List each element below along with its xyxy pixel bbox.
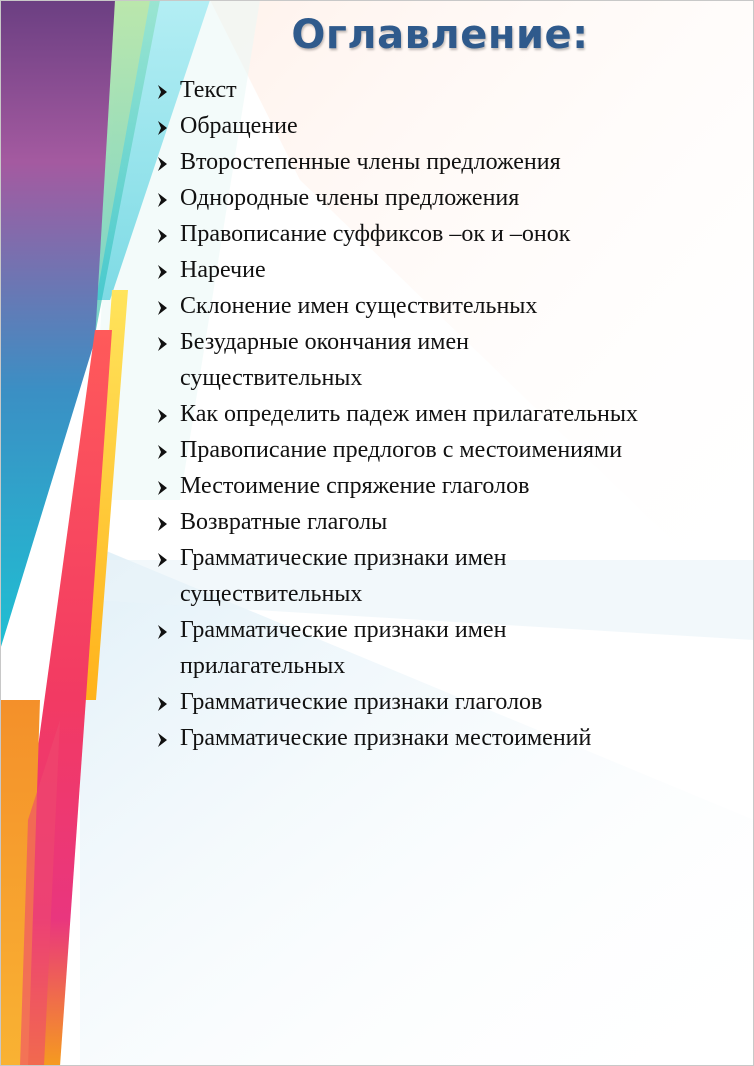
arrow-bullet-icon: [155, 108, 173, 144]
toc-item-label: Обращение: [180, 113, 298, 139]
toc-item-label: Местоимение спряжение глаголов: [180, 473, 530, 499]
toc-item-label: Грамматические признаки имен: [180, 617, 507, 643]
toc-item: [155, 396, 735, 432]
toc-item-label: существительных: [180, 581, 363, 607]
toc-item-label: Второстепенные члены предложения: [180, 149, 561, 175]
arrow-bullet-icon: [155, 720, 173, 756]
toc-item-label: Текст: [180, 77, 237, 103]
toc-item-label: Грамматические признаки глаголов: [180, 689, 543, 715]
toc-item: [155, 324, 735, 396]
toc-item-label: Наречие: [180, 257, 266, 283]
toc-item-label: существительных: [180, 365, 363, 391]
toc-item: [155, 144, 735, 180]
toc-item-label: прилагательных: [180, 653, 346, 679]
toc-item-label: Безударные окончания имен: [180, 329, 469, 355]
toc-item: [155, 180, 735, 216]
arrow-bullet-icon: [155, 540, 173, 576]
toc-item-label: Однородные члены предложения: [180, 185, 520, 211]
toc-item: [155, 612, 735, 684]
toc-item: [155, 468, 735, 504]
toc-item: [155, 504, 735, 540]
arrow-bullet-icon: [155, 432, 173, 468]
toc-item: [155, 720, 735, 756]
toc-item-label: Правописание суффиксов –ок и –онок: [180, 221, 571, 247]
toc-item-label: Грамматические признаки имен: [180, 545, 507, 571]
page-title: Оглавление:: [291, 12, 589, 58]
toc-item: [155, 432, 735, 468]
arrow-bullet-icon: [155, 504, 173, 540]
toc-item: [155, 216, 735, 252]
arrow-bullet-icon: [155, 72, 173, 108]
toc-item: [155, 684, 735, 720]
arrow-bullet-icon: [155, 684, 173, 720]
arrow-bullet-icon: [155, 396, 173, 432]
toc-item-label: Грамматические признаки местоимений: [180, 725, 592, 751]
toc-item: [155, 288, 735, 324]
arrow-bullet-icon: [155, 216, 173, 252]
arrow-bullet-icon: [155, 252, 173, 288]
arrow-bullet-icon: [155, 288, 173, 324]
arrow-bullet-icon: [155, 612, 173, 648]
toc-item: [155, 540, 735, 612]
arrow-bullet-icon: [155, 324, 173, 360]
toc-item-label: Как определить падеж имен прилагательных: [180, 401, 638, 427]
toc-item-label: Правописание предлогов с местоимениями: [180, 437, 623, 463]
toc-item-label: Возвратные глаголы: [180, 509, 388, 535]
table-of-contents: [155, 72, 735, 756]
toc-item-label: Склонение имен существительных: [180, 293, 538, 319]
toc-item: [155, 252, 735, 288]
arrow-bullet-icon: [155, 180, 173, 216]
arrow-bullet-icon: [155, 144, 173, 180]
arrow-bullet-icon: [155, 468, 173, 504]
toc-item: [155, 72, 735, 108]
toc-item: [155, 108, 735, 144]
